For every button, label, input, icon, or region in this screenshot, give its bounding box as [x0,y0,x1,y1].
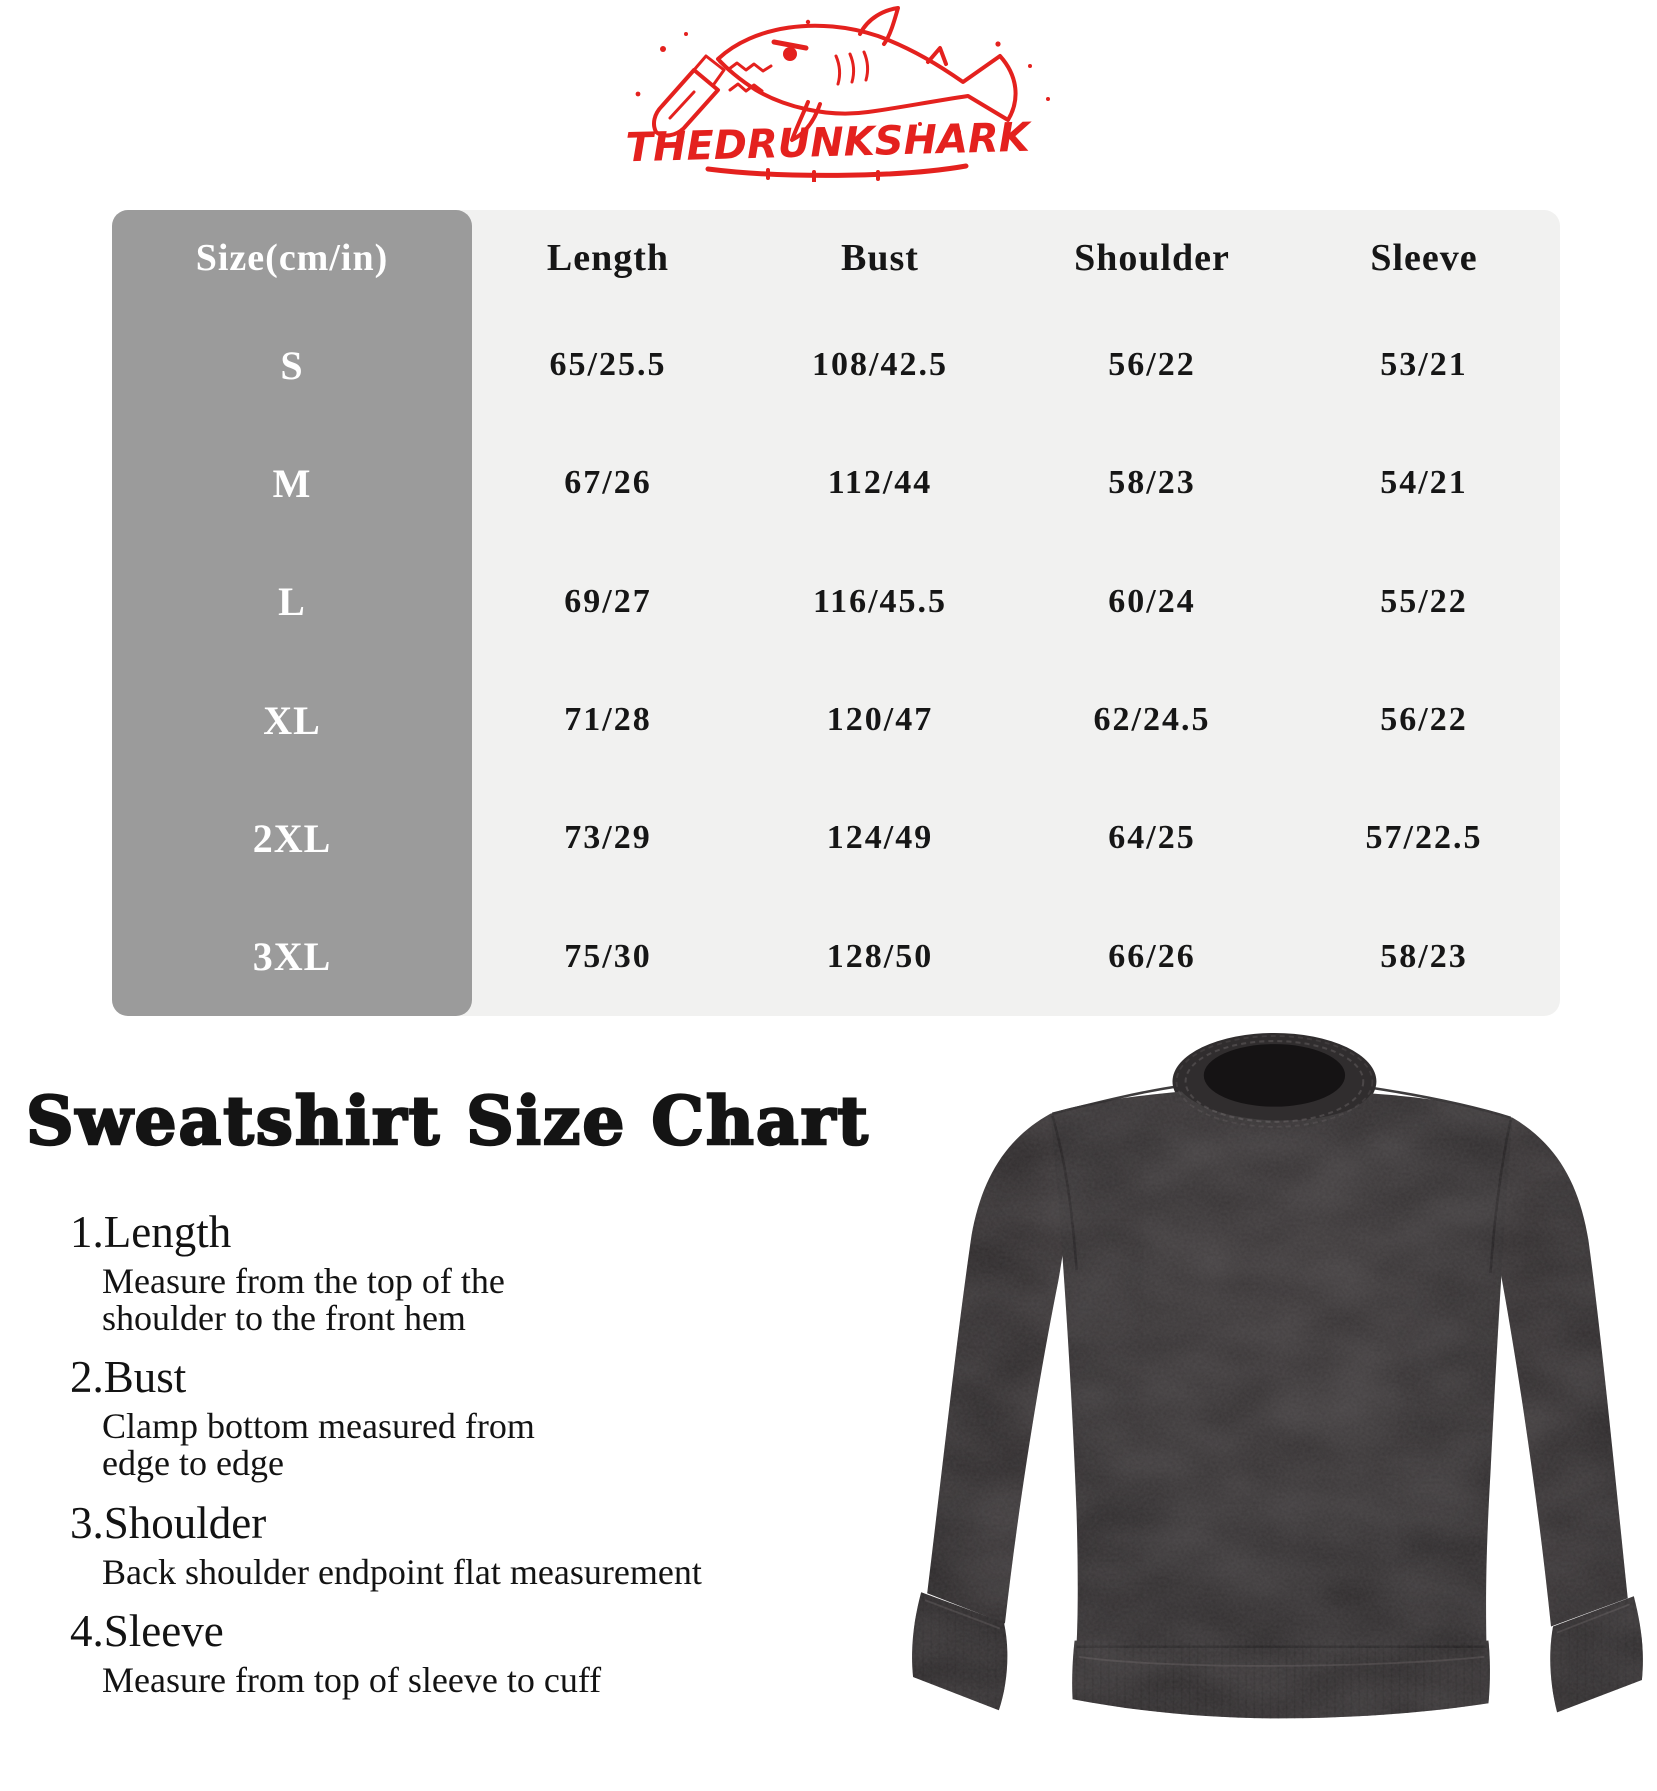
column-header-shoulder: Shoulder [1074,237,1230,279]
cell-sleeve: 58/23 [1380,937,1468,975]
size-label: L [278,579,306,625]
table-corner-header: Size(cm/in) [195,237,389,279]
cell-bust: 116/45.5 [812,582,948,620]
table-row [112,543,1560,661]
table-row [112,779,1560,897]
cell-sleeve: 57/22.5 [1365,819,1483,857]
cell-sleeve: 54/21 [1380,464,1468,502]
size-label: M [272,460,312,506]
size-label: XL [263,697,321,743]
black-sweatshirt-image [798,928,1656,1786]
table-header-row [112,210,1560,306]
column-header-length: Length [546,237,670,279]
measurement-instructions [56,1206,786,1713]
brand-logo [568,4,1088,182]
cell-shoulder: 60/24 [1108,582,1196,620]
cell-sleeve: 53/21 [1380,346,1468,384]
cell-sleeve: 55/22 [1380,582,1468,620]
table-row [112,424,1560,542]
logo-wordmark: THEDRUNKSHARK [625,114,1031,172]
cell-length: 71/28 [564,701,652,739]
size-label: 2XL [252,815,332,861]
page-title: Sweatshirt Size Chart [26,1082,870,1160]
size-label: S [280,342,304,388]
cell-bust: 124/49 [826,819,934,857]
size-label: 3XL [252,934,332,980]
cell-length: 73/29 [564,819,652,857]
cell-shoulder: 66/26 [1108,937,1196,975]
instruction-title-length: 1.Length [70,1207,232,1257]
cell-bust: 128/50 [826,937,934,975]
drunk-shark-logo-icon [568,4,1088,182]
instruction-desc-shoulder: Back shoulder endpoint flat measurement [102,1551,702,1592]
column-header-sleeve: Sleeve [1370,237,1478,279]
table-row [112,661,1560,779]
instruction-desc-length: Measure from the top of the shoulder to the front hem [102,1261,505,1339]
sweatshirt-photo [798,928,1656,1786]
cell-bust: 120/47 [826,701,934,739]
cell-shoulder: 58/23 [1108,464,1196,502]
cell-length: 69/27 [564,582,652,620]
cell-sleeve: 56/22 [1380,701,1468,739]
cell-shoulder: 62/24.5 [1093,701,1211,739]
instruction-desc-bust: Clamp bottom measured from edge to edge [102,1406,535,1484]
cell-shoulder: 64/25 [1108,819,1196,857]
cell-bust: 112/44 [827,464,933,502]
cell-length: 75/30 [564,937,652,975]
cell-bust: 108/42.5 [812,346,948,384]
instruction-title-sleeve: 4.Sleeve [70,1605,224,1656]
table-row [112,306,1560,424]
size-chart-table [112,210,1560,1016]
instruction-title-bust: 2.Bust [70,1352,187,1403]
instruction-desc-sleeve: Measure from top of sleeve to cuff [102,1659,602,1700]
cell-shoulder: 56/22 [1108,346,1196,384]
cell-length: 65/25.5 [549,346,667,384]
instruction-title-shoulder: 3.Shoulder [70,1497,267,1548]
cell-length: 67/26 [564,464,652,502]
column-header-bust: Bust [841,237,919,279]
